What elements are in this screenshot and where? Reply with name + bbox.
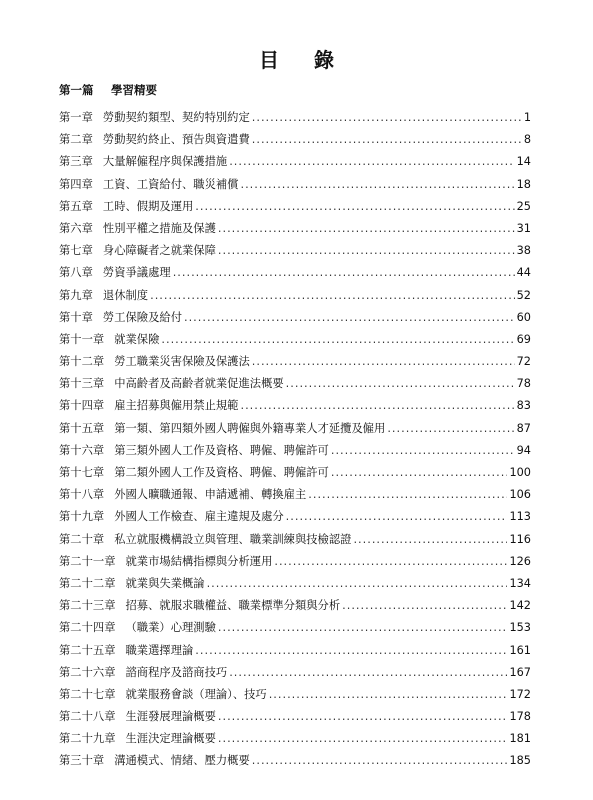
toc-entry[interactable] bbox=[59, 484, 531, 506]
chapter-number: 第十七章 bbox=[59, 466, 105, 479]
toc-entry[interactable] bbox=[59, 418, 531, 440]
toc-entry[interactable] bbox=[59, 662, 531, 684]
chapter-title: 中高齡者及高齡者就業促進法概要 bbox=[114, 377, 284, 391]
page-number: 167 bbox=[509, 665, 531, 679]
toc-entry[interactable] bbox=[59, 174, 531, 196]
dot-leader bbox=[195, 640, 507, 662]
page-number: 106 bbox=[509, 488, 531, 502]
page-number: 178 bbox=[509, 710, 531, 724]
dot-leader bbox=[353, 529, 507, 551]
dot-leader bbox=[161, 329, 514, 351]
dot-leader bbox=[229, 662, 507, 684]
page-number: 52 bbox=[516, 288, 531, 302]
dot-leader bbox=[207, 573, 508, 595]
page-number: 134 bbox=[509, 576, 531, 590]
page-title: 目 錄 bbox=[259, 48, 348, 72]
dot-leader bbox=[252, 129, 522, 151]
chapter-number: 第十二章 bbox=[59, 355, 105, 369]
page-number: 1 bbox=[523, 111, 531, 124]
table-of-contents bbox=[59, 107, 531, 773]
chapter-number: 第十六章 bbox=[59, 443, 105, 457]
toc-entry[interactable] bbox=[59, 529, 531, 551]
part-name: 學習精要 bbox=[111, 83, 157, 97]
dot-leader bbox=[252, 351, 515, 373]
page-number: 87 bbox=[516, 421, 531, 435]
chapter-title: 勞工職業災害保險及保護法 bbox=[114, 355, 250, 369]
dot-leader bbox=[331, 440, 515, 462]
page-number: 18 bbox=[516, 177, 531, 191]
chapter-number: 第十九章 bbox=[59, 510, 105, 524]
chapter-title: 退休制度 bbox=[102, 288, 149, 302]
chapter-number: 第四章 bbox=[59, 177, 93, 191]
dot-leader bbox=[252, 107, 522, 129]
chapter-number: 第一章 bbox=[59, 111, 93, 124]
toc-entry[interactable] bbox=[59, 373, 531, 395]
toc-entry[interactable] bbox=[59, 551, 531, 573]
toc-entry[interactable] bbox=[59, 750, 531, 772]
page-number: 116 bbox=[509, 532, 531, 546]
chapter-title: 勞動契約類型、契約特別約定 bbox=[102, 111, 250, 124]
toc-entry[interactable] bbox=[59, 351, 531, 373]
dot-leader bbox=[286, 373, 515, 395]
part-label: 第一篇 bbox=[59, 83, 94, 97]
toc-entry[interactable] bbox=[59, 329, 531, 351]
dot-leader bbox=[387, 418, 514, 440]
toc-entry[interactable] bbox=[59, 684, 531, 706]
dot-leader bbox=[218, 706, 508, 728]
chapter-title: 性別平權之措施及保護 bbox=[102, 221, 216, 235]
toc-entry[interactable] bbox=[59, 240, 531, 262]
page-number: 94 bbox=[516, 443, 531, 457]
toc-entry[interactable] bbox=[59, 706, 531, 728]
chapter-title: 身心障礙者之就業保障 bbox=[102, 244, 216, 258]
page-number: 25 bbox=[516, 199, 531, 213]
chapter-number: 第二十二章 bbox=[59, 576, 116, 590]
dot-leader bbox=[218, 218, 515, 240]
chapter-title: 就業與失業概論 bbox=[125, 576, 205, 590]
chapter-number: 第二章 bbox=[59, 133, 93, 147]
chapter-title: 第一類、第四類外國人聘僱與外籍專業人才延攬及僱用 bbox=[114, 421, 386, 435]
page-number: 38 bbox=[516, 244, 531, 258]
dot-leader bbox=[218, 240, 515, 262]
toc-entry[interactable] bbox=[59, 595, 531, 617]
chapter-number: 第十一章 bbox=[59, 332, 105, 346]
chapter-title: 生涯發展理論概要 bbox=[125, 710, 216, 724]
chapter-title: 諮商程序及諮商技巧 bbox=[125, 665, 228, 679]
chapter-title: 工資、工資給付、職災補償 bbox=[102, 177, 239, 191]
chapter-title: 勞工保險及給付 bbox=[102, 310, 182, 324]
page-number: 100 bbox=[509, 466, 531, 479]
chapter-number: 第九章 bbox=[59, 288, 93, 302]
chapter-title: 私立就服機構設立與管理、職業訓練與技檢認證 bbox=[114, 532, 352, 546]
page-number: 153 bbox=[509, 621, 531, 635]
toc-entry[interactable] bbox=[59, 129, 531, 151]
toc-entry[interactable] bbox=[59, 728, 531, 750]
dot-leader bbox=[173, 262, 515, 284]
page-number: 8 bbox=[523, 133, 531, 147]
page-number: 126 bbox=[509, 554, 531, 568]
chapter-title: 雇主招募與僱用禁止規範 bbox=[114, 399, 239, 413]
chapter-number: 第三十章 bbox=[59, 754, 105, 768]
page-number: 60 bbox=[516, 310, 531, 324]
chapter-number: 第二十九章 bbox=[59, 732, 116, 746]
chapter-number: 第七章 bbox=[59, 244, 93, 258]
page-number: 161 bbox=[509, 643, 531, 657]
page-number: 44 bbox=[516, 266, 531, 280]
chapter-number: 第十四章 bbox=[59, 399, 105, 413]
chapter-title: 勞動契約終止、預告與資遣費 bbox=[102, 133, 250, 147]
dot-leader bbox=[274, 551, 507, 573]
dot-leader bbox=[218, 617, 508, 639]
dot-leader bbox=[218, 728, 508, 750]
dot-leader bbox=[195, 196, 514, 218]
toc-entry[interactable] bbox=[59, 617, 531, 639]
page-number: 14 bbox=[516, 155, 531, 169]
dot-leader bbox=[184, 307, 515, 329]
page-number: 78 bbox=[516, 377, 531, 391]
dot-leader bbox=[229, 151, 514, 173]
page-number: 172 bbox=[509, 687, 531, 701]
chapter-number: 第二十一章 bbox=[59, 554, 116, 568]
toc-entry[interactable] bbox=[59, 506, 531, 528]
chapter-title: 第二類外國人工作及資格、聘僱、聘僱許可 bbox=[114, 466, 329, 479]
toc-entry[interactable] bbox=[59, 573, 531, 595]
chapter-title: 生涯決定理論概要 bbox=[125, 732, 216, 746]
toc-entry[interactable] bbox=[59, 151, 531, 173]
page-number: 72 bbox=[516, 355, 531, 369]
chapter-number: 第十五章 bbox=[59, 421, 105, 435]
chapter-number: 第八章 bbox=[59, 266, 93, 280]
page-number: 181 bbox=[509, 732, 531, 746]
chapter-title: 外國人曠職通報、申請遞補、轉換雇主 bbox=[114, 488, 307, 502]
chapter-number: 第二十八章 bbox=[59, 710, 116, 724]
chapter-title: 就業保險 bbox=[114, 332, 160, 346]
page-number: 113 bbox=[509, 510, 531, 524]
dot-leader bbox=[342, 595, 507, 617]
chapter-title: 溝通模式、情緒、壓力概要 bbox=[114, 754, 250, 768]
page-number: 142 bbox=[509, 599, 531, 613]
dot-leader bbox=[252, 750, 508, 772]
chapter-title: 大量解僱程序與保護措施 bbox=[102, 155, 228, 169]
chapter-number: 第十三章 bbox=[59, 377, 105, 391]
chapter-title: 就業服務會談（理論）、技巧 bbox=[125, 687, 267, 701]
dot-leader bbox=[331, 462, 508, 484]
dot-leader bbox=[240, 174, 514, 196]
chapter-title: （職業）心理測驗 bbox=[125, 621, 216, 635]
chapter-title: 第三類外國人工作及資格、聘僱、聘僱許可 bbox=[114, 443, 329, 457]
dot-leader bbox=[150, 285, 515, 307]
chapter-number: 第二十三章 bbox=[59, 599, 116, 613]
chapter-number: 第六章 bbox=[59, 221, 93, 235]
chapter-number: 第二十六章 bbox=[59, 665, 116, 679]
page-number: 83 bbox=[516, 399, 531, 413]
chapter-title: 招募、就服求職權益、職業標準分類與分析 bbox=[125, 599, 341, 613]
page-number: 31 bbox=[516, 221, 531, 235]
toc-entry[interactable] bbox=[59, 285, 531, 307]
dot-leader bbox=[308, 484, 507, 506]
chapter-number: 第五章 bbox=[59, 199, 93, 213]
toc-entry[interactable] bbox=[59, 462, 531, 484]
part-heading bbox=[59, 82, 157, 98]
dot-leader bbox=[286, 506, 508, 528]
chapter-title: 外國人工作檢查、雇主違規及處分 bbox=[114, 510, 284, 524]
chapter-title: 勞資爭議處理 bbox=[102, 266, 171, 280]
chapter-title: 職業選擇理論 bbox=[125, 643, 194, 657]
page-number: 69 bbox=[516, 332, 531, 346]
chapter-number: 第十八章 bbox=[59, 488, 105, 502]
chapter-number: 第二十四章 bbox=[59, 621, 116, 635]
toc-entry[interactable] bbox=[59, 107, 531, 129]
toc-entry[interactable] bbox=[59, 196, 531, 218]
chapter-title: 就業市場結構指標與分析運用 bbox=[125, 554, 273, 568]
chapter-number: 第二十五章 bbox=[59, 643, 116, 657]
toc-entry[interactable] bbox=[59, 262, 531, 284]
toc-entry[interactable] bbox=[59, 218, 531, 240]
toc-entry[interactable] bbox=[59, 440, 531, 462]
toc-entry[interactable] bbox=[59, 395, 531, 417]
dot-leader bbox=[269, 684, 508, 706]
chapter-number: 第三章 bbox=[59, 155, 93, 169]
page-number: 185 bbox=[509, 754, 531, 768]
chapter-title: 工時、假期及運用 bbox=[102, 199, 194, 213]
chapter-number: 第二十章 bbox=[59, 532, 105, 546]
dot-leader bbox=[240, 395, 514, 417]
chapter-number: 第二十七章 bbox=[59, 687, 116, 701]
toc-entry[interactable] bbox=[59, 640, 531, 662]
toc-entry[interactable] bbox=[59, 307, 531, 329]
chapter-number: 第十章 bbox=[59, 310, 93, 324]
